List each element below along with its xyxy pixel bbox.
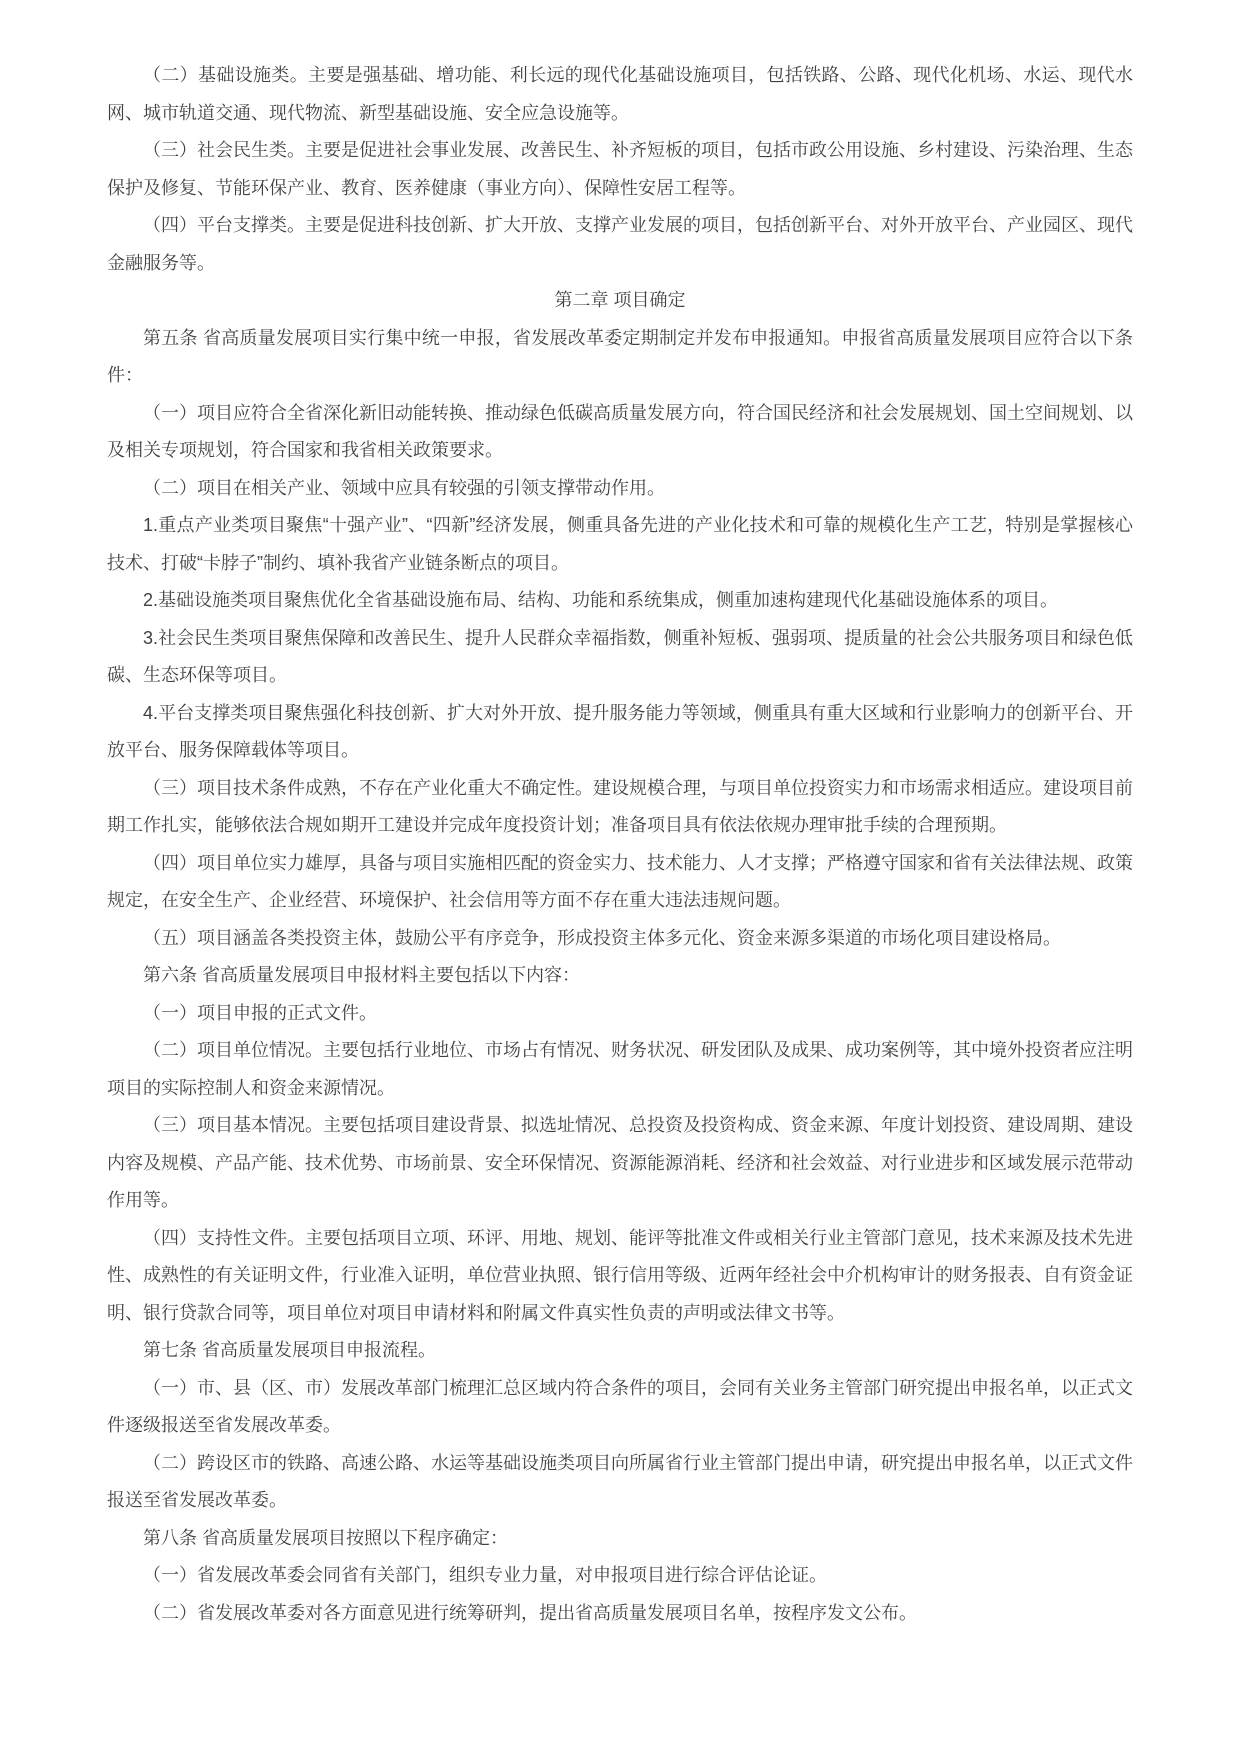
paragraph: （一）项目申报的正式文件。 — [143, 1002, 377, 1023]
paragraph: （一）市、县（区、市）发展改革部门梳理汇总区域内符合条件的项目，会同有关业务主管部门研究提出申报名单，以正式文件逐级报送至省发展改革委。 — [107, 1377, 1133, 1435]
paragraph: （二）项目单位情况。主要包括行业地位、市场占有情况、财务状况、研发团队及成果、成功案例等，其中境外投资者应注明项目的实际控制人和资金来源情况。 — [107, 1040, 1133, 1098]
paragraph: （二）项目在相关产业、领域中应具有较强的引领支撑带动作用。 — [143, 477, 665, 498]
paragraph: （四）项目单位实力雄厚，具备与项目实施相匹配的资金实力、技术能力、人才支撑；严格遵守国家和省有关法律法规、政策规定，在安全生产、企业经营、环境保护、社会信用等方面不存在重大违法违规问题。 — [107, 852, 1133, 910]
paragraph: 2.基础设施类项目聚焦优化全省基础设施布局、结构、功能和系统集成，侧重加速构建现代化基础设施体系的项目。 — [143, 590, 1059, 610]
paragraph: 3.社会民生类项目聚焦保障和改善民生、提升人民群众幸福指数，侧重补短板、强弱项、提质量的社会公共服务项目和绿色低碳、生态环保等项目。 — [107, 627, 1133, 685]
paragraph: （二）基础设施类。主要是强基础、增功能、利长远的现代化基础设施项目，包括铁路、公路、现代化机场、水运、现代水网、城市轨道交通、现代物流、新型基础设施、安全应急设施等。 — [107, 65, 1133, 123]
paragraph: （四）支持性文件。主要包括项目立项、环评、用地、规划、能评等批准文件或相关行业主管部门意见，技术来源及技术先进性、成熟性的有关证明文件，行业准入证明，单位营业执照、银行信用等级、近两年经社会中介机构审计的财务报表、自有资金证明、银行贷款合同等，项目单位对项目申请材料和附属文件真实性负责的声明或法律文书等。 — [107, 1227, 1133, 1323]
paragraph: （四）平台支撑类。主要是促进科技创新、扩大开放、支撑产业发展的项目，包括创新平台、对外开放平台、产业园区、现代金融服务等。 — [107, 215, 1133, 273]
paragraph: （三）项目基本情况。主要包括项目建设背景、拟选址情况、总投资及投资构成、资金来源、年度计划投资、建设周期、建设内容及规模、产品产能、技术优势、市场前景、安全环保情况、资源能源消耗、经济和社会效益、对行业进步和区域发展示范带动作用等。 — [107, 1115, 1133, 1210]
paragraph: （一）省发展改革委会同省有关部门，组织专业力量，对申报项目进行综合评估论证。 — [143, 1565, 827, 1585]
paragraph: （一）项目应符合全省深化新旧动能转换、推动绿色低碳高质量发展方向，符合国民经济和社会发展规划、国土空间规划、以及相关专项规划，符合国家和我省相关政策要求。 — [107, 402, 1133, 460]
paragraph: （三）项目技术条件成熟，不存在产业化重大不确定性。建设规模合理，与项目单位投资实力和市场需求相适应。建设项目前期工作扎实，能够依法合规如期开工建设并完成年度投资计划；准备项目具有依法依规办理审批手续的合理预期。 — [107, 777, 1133, 835]
paragraph: 4.平台支撑类项目聚焦强化科技创新、扩大对外开放、提升服务能力等领域，侧重具有重大区域和行业影响力的创新平台、开放平台、服务保障载体等项目。 — [107, 702, 1133, 760]
paragraph: （五）项目涵盖各类投资主体，鼓励公平有序竞争，形成投资主体多元化、资金来源多渠道的市场化项目建设格局。 — [143, 927, 1061, 948]
paragraph: 1.重点产业类项目聚焦“十强产业”、“四新”经济发展，侧重具备先进的产业化技术和可靠的规模化生产工艺，特别是掌握核心技术、打破“卡脖子”制约、填补我省产业链条断点的项目。 — [107, 515, 1133, 573]
paragraph: 第七条 省高质量发展项目申报流程。 — [143, 1340, 436, 1360]
paragraph: 第六条 省高质量发展项目申报材料主要包括以下内容： — [143, 965, 580, 985]
paragraph: 第八条 省高质量发展项目按照以下程序确定： — [143, 1527, 508, 1548]
paragraph: （二）省发展改革委对各方面意见进行统筹研判，提出省高质量发展项目名单，按程序发文公布。 — [143, 1602, 917, 1623]
paragraph: （二）跨设区市的铁路、高速公路、水运等基础设施类项目向所属省行业主管部门提出申请，研究提出申报名单，以正式文件报送至省发展改革委。 — [107, 1452, 1133, 1510]
paragraph: 第五条 省高质量发展项目实行集中统一申报，省发展改革委定期制定并发布申报通知。申报省高质量发展项目应符合以下条件： — [107, 327, 1133, 385]
paragraph: （三）社会民生类。主要是促进社会事业发展、改善民生、补齐短板的项目，包括市政公用设施、乡村建设、污染治理、生态保护及修复、节能环保产业、教育、医养健康（事业方向）、保障性安居工程等。 — [107, 140, 1133, 198]
chapter-heading: 第二章 项目确定 — [554, 290, 686, 310]
